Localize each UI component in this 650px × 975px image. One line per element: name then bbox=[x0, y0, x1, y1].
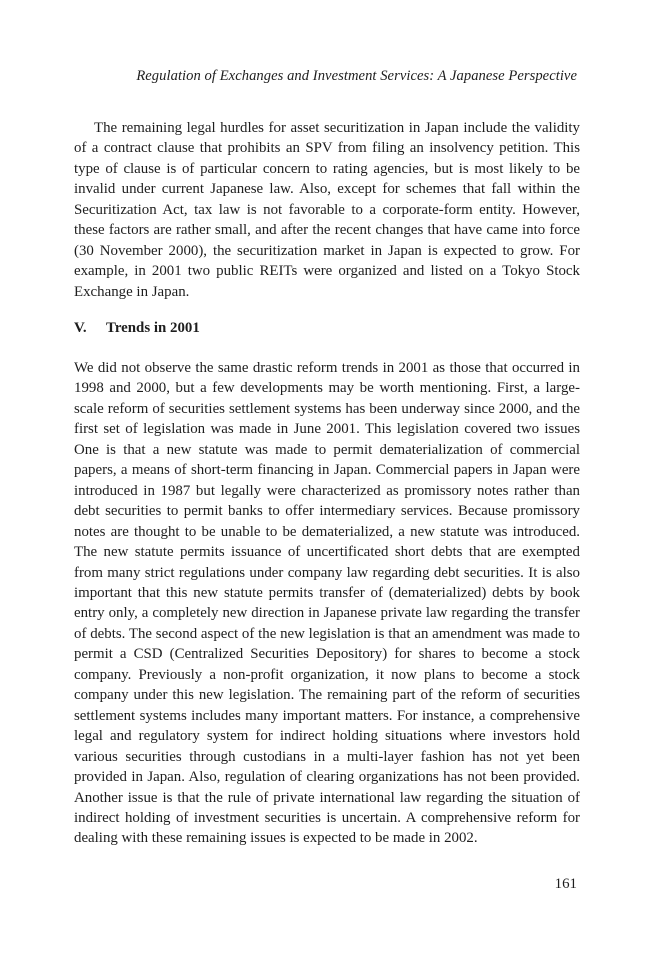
section-number: V. bbox=[74, 320, 87, 336]
section-heading bbox=[74, 320, 200, 337]
page-number: 161 bbox=[554, 876, 577, 892]
paragraph-securitization-hurdles: The remaining legal hurdles for asset securitization in Japan include the validity of a contract clause that prohibits an SPV from filing an insolvency petition. This type of clause is of particular concern to rating agencies, but is most likely to be invalid under current Japanese law. Also, except for schemes that fall within the Securitization Act, tax law is not favorable to a corporate-form entity. However, these factors are rather small, and after the recent changes that have came into force (30 November 2000), the securitization market in Japan is expected to grow. For example, in 2001 two public REITs were organized and listed on a Tokyo Stock Exchange in Japan. bbox=[74, 120, 580, 300]
paragraph-trends-2001: We did not observe the same drastic reform trends in 2001 as those that occurred in 1998 and 2000, but a few developments may be worth mentioning. First, a large-scale reform of securities settlement systems has been underway since 2000, and the first set of legislation was made in June 2001. This legislation covered two issues One is that a new statute was made to permit dematerialization of commercial papers, a means of short-term financing in Japan. Commercial papers in Japan were introduced in 1987 but legally were characterized as promissory notes rather than debt securities to permit banks to offer intermediary services. Because promissory notes are thought to be unable to be dematerialized, a new statute was introduced. The new statute permits issuance of uncertificated short debts that are exempted from many strict regulations under company law regarding debt securities. It is also important that this new statute permits transfer of (dematerialized) debts by book entry only, a completely new direction in Japanese private law regarding the transfer of debts. The second aspect of the new legislation is that an amendment was made to permit a CSD (Centralized Securities Depository) for shares to become a stock company. Previously a non-profit organization, it now plans to become a stock company under this new legislation. The remaining part of the reform of securities settlement systems includes many important matters. For instance, a comprehensive legal and regulatory system for indirect holding situations where investors hold various securities through custodians in a multi-layer fashion has not yet been provided in Japan. Also, regulation of clearing organizations has not been provided. Another issue is that the rule of private international law regarding the situation of indirect holding of investment securities is uncertain. A comprehensive reform for dealing with these remaining issues is expected to be made in 2002. bbox=[74, 360, 580, 847]
running-head: Regulation of Exchanges and Investment Services: A Japanese Perspective bbox=[136, 68, 577, 84]
section-title: Trends in 2001 bbox=[106, 320, 200, 336]
